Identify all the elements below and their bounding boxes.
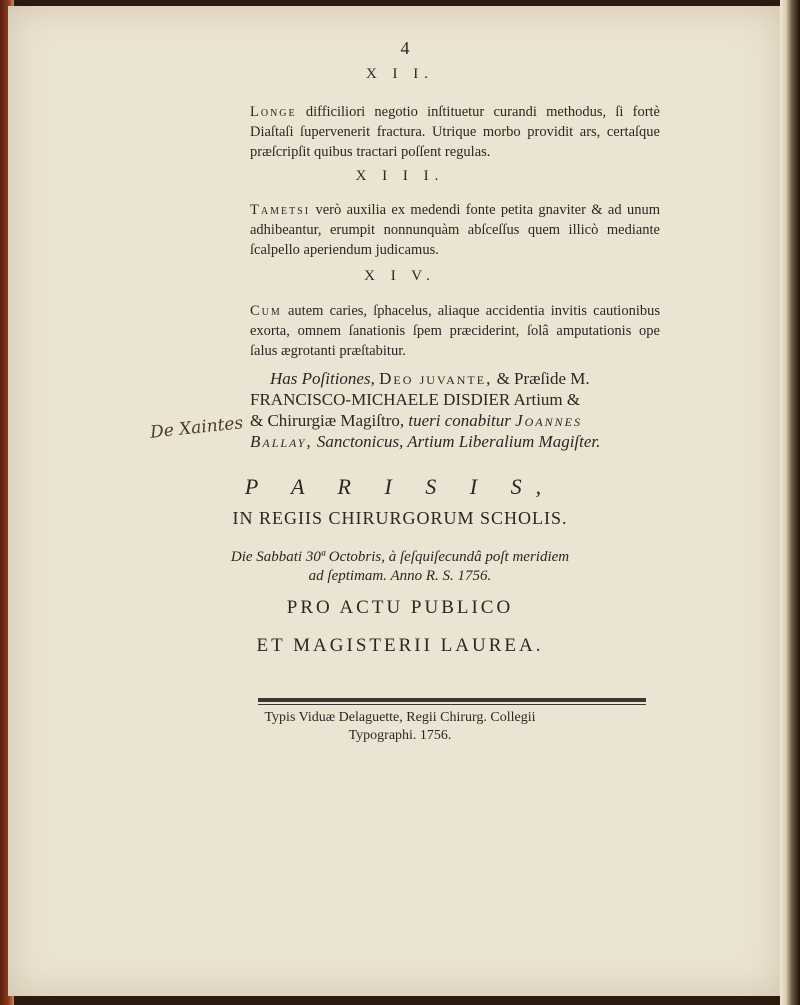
double-rule-thick xyxy=(258,698,646,702)
place-scholis: IN REGIIS CHIRURGORUM SCHOLIS. xyxy=(232,508,568,528)
printer-imprint xyxy=(0,709,800,745)
section-heading-13: X I I I. xyxy=(355,168,445,184)
artium: Artium & xyxy=(513,390,581,409)
praeses-name: FRANCISCO-MICHAELE DISDIER xyxy=(250,390,511,409)
praeside: & Præſide M. xyxy=(496,369,590,388)
actu-publico: PRO ACTU PUBLICO xyxy=(286,597,514,618)
paragraph-text: difficiliori negotio inſtituetur curandi methodus, ſi fortè Diaſtaſi ſupervenerit fractura. Utrique morbo providit ars, certaſque præſcripſit quibus tractari poſſent regulas. xyxy=(250,104,660,160)
tueri: tueri conabitur xyxy=(408,411,511,430)
page-edge xyxy=(780,0,800,1005)
place-parisis: P A R I S I S, xyxy=(244,474,556,499)
magisterii-laurea: ET MAGISTERII LAUREA. xyxy=(256,635,544,656)
thesis-line-3 xyxy=(250,410,660,431)
thesis-line-2 xyxy=(250,389,660,410)
section-paragraph-13 xyxy=(250,200,660,260)
date-line-1: Die Sabbati 30ª Octobris, à ſeſquiſecundâ poſt meridiem xyxy=(230,549,570,565)
page-number: 4 xyxy=(400,38,410,58)
printer-line-2: Typographi. 1756. xyxy=(348,728,452,743)
date-block xyxy=(0,548,800,586)
double-rule-thin xyxy=(258,704,646,705)
thesis-line-1 xyxy=(250,368,660,389)
thesis-intro: Has Poſitiones, xyxy=(270,369,375,388)
handwritten-signature: De Xaintes xyxy=(149,413,245,443)
lead-word: Cum xyxy=(250,303,282,319)
sanctonicus: Sanctonicus, Artium Liberalium Magiſter. xyxy=(316,432,601,451)
section-paragraph-14 xyxy=(250,301,660,361)
lead-word: Tametsi xyxy=(250,202,311,218)
joannes: Joannes xyxy=(515,411,582,430)
section-heading-14: X I V. xyxy=(364,268,436,284)
section-heading-12: X I I. xyxy=(365,66,435,82)
thesis-block xyxy=(250,368,660,452)
lead-word: Longe xyxy=(250,104,297,120)
deo-juvante: Deo juvante, xyxy=(379,369,493,388)
printer-line-1: Typis Viduæ Delaguette, Regii Chirurg. Collegii xyxy=(264,710,536,725)
thesis-line-4 xyxy=(250,431,660,452)
ballay: Ballay, xyxy=(250,432,313,451)
paragraph-text: verò auxilia ex medendi fonte petita gnaviter & ad unum adhibeantur, erumpit nonnunquàm abſceſſus quem illicò mediante ſcalpello aperiendum judicamus. xyxy=(250,202,660,258)
section-paragraph-12 xyxy=(250,102,660,162)
paragraph-text: autem caries, ſphacelus, aliaque accidentia invitis cautionibus exorta, omnem ſanationis ſpem præciderint, ſolâ amputationis ope ſalus ægrotanti præſtabitur. xyxy=(250,303,661,359)
chirurgiae: & Chirurgiæ Magiſtro, xyxy=(250,411,405,430)
date-line-2: ad ſeptimam. Anno R. S. 1756. xyxy=(308,568,492,584)
